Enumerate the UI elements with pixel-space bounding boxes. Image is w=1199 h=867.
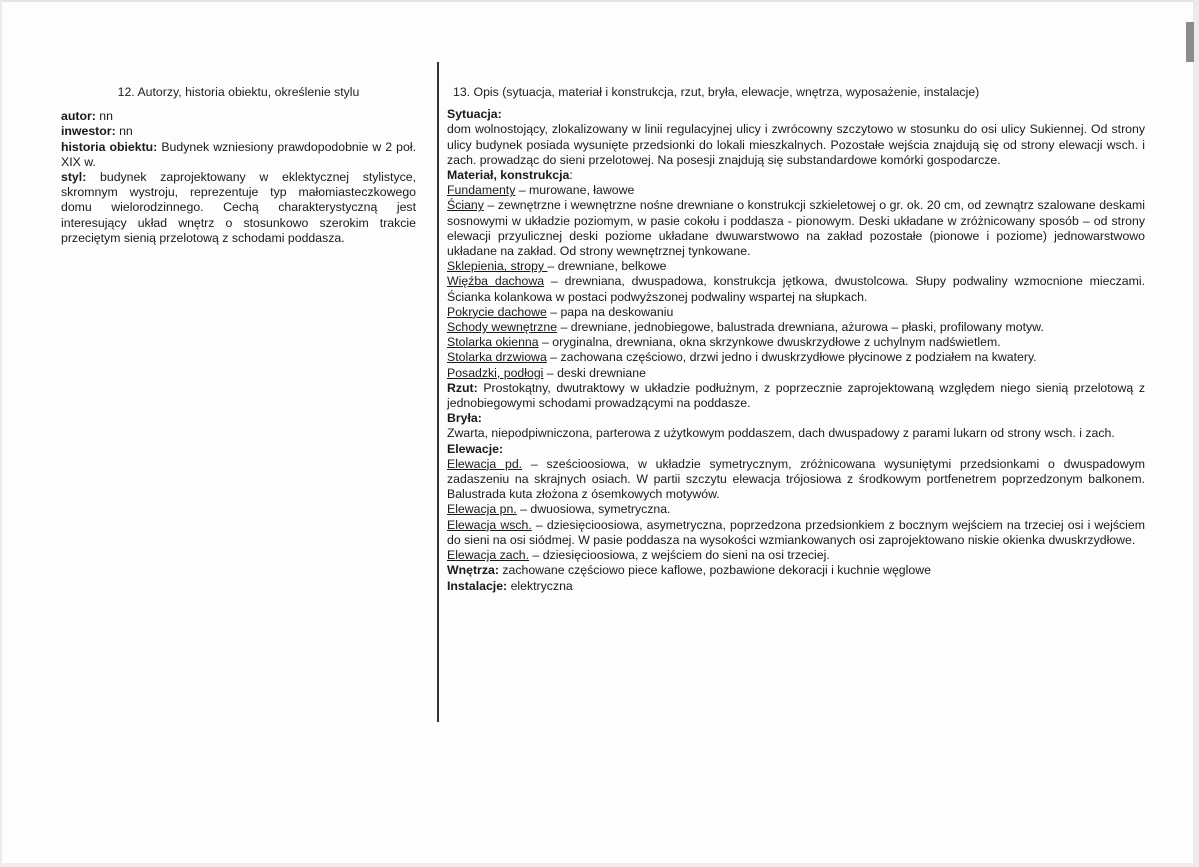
right-column bbox=[447, 85, 1145, 594]
wnetrza-text: zachowane częściowo piece kaflowe, pozbawione dekoracji i kuchnie węglowe bbox=[498, 563, 931, 578]
autor-value: nn bbox=[95, 109, 113, 124]
styl-value: budynek zaprojektowany w eklektycznej stylistyce, skromnym wystroju, reprezentuje typ małomiasteczkowego domu wielorodzinnego. Cechą charakterystyczną jest interesujący układ wnętrz o stosunkowo szerokim trakcie przeciętym sienią przelotową z schodami poddasza. bbox=[61, 170, 416, 245]
rzut-line bbox=[447, 381, 1145, 411]
material-term: Ściany bbox=[447, 198, 484, 213]
elewacja-term: Elewacja pn. bbox=[447, 502, 517, 517]
material-desc: – drewniane, jednobiegowe, balustrada drewniana, ażurowa – płaski, profilowany motyw. bbox=[557, 320, 1044, 335]
material-label: Materiał, konstrukcja bbox=[447, 168, 570, 183]
material-desc: – deski drewniane bbox=[543, 365, 646, 380]
material-item bbox=[447, 350, 1145, 365]
left-column bbox=[61, 85, 416, 246]
material-desc: – zewnętrzne i wewnętrzne nośne drewniane o konstrukcji szkieletowej o gr. ok. 20 cm, od zewnątrz szalowane deskami sosnowymi w układzie poziomym, w pasie cokołu i poddasza - pionowym. Deski układane w zróżnicowany sposób – od strony elewacji przyulicznej deski poziome układane dwuwarstwowo na zakład pozostałe (pionowe i poziome) jednowarstwowo układane na zakład. Od strony wewnętrznej tynkowane. bbox=[447, 198, 1145, 259]
elewacja-term: Elewacja pd. bbox=[447, 456, 523, 471]
material-term: Stolarka okienna bbox=[447, 335, 539, 350]
instalacje-line bbox=[447, 579, 1145, 594]
elewacja-desc: – dwuosiowa, symetryczna. bbox=[516, 502, 671, 517]
inwestor-line bbox=[61, 124, 416, 139]
instalacje-text: elektryczna bbox=[507, 578, 573, 593]
rzut-label: Rzut: bbox=[447, 380, 478, 395]
elewacja-desc: – dziesięcioosiowa, z wejściem do sieni na osi trzeciej. bbox=[529, 548, 830, 563]
scan-edge-top bbox=[0, 0, 1199, 2]
historia-value: Budynek wzniesiony prawdopodobnie w 2 poł. XIX w. bbox=[61, 139, 416, 169]
material-item bbox=[447, 335, 1145, 350]
material-term: Stolarka drzwiowa bbox=[447, 350, 547, 365]
scan-edge-left bbox=[0, 0, 2, 867]
material-colon: : bbox=[569, 168, 573, 183]
elewacja-item bbox=[447, 502, 1145, 517]
material-desc: – papa na deskowaniu bbox=[546, 304, 674, 319]
sytuacja-heading bbox=[447, 107, 1145, 122]
right-heading: 13. Opis (sytuacja, materiał i konstrukcja, rzut, bryła, elewacje, wnętrza, wyposażenie, instalacje) bbox=[453, 85, 980, 99]
inwestor-label: inwestor: bbox=[61, 124, 116, 139]
material-item bbox=[447, 183, 1145, 198]
bryla-heading bbox=[447, 411, 1145, 426]
autor-label: autor: bbox=[61, 109, 96, 124]
elewacja-term: Elewacja wsch. bbox=[447, 517, 532, 532]
inwestor-value: nn bbox=[115, 124, 133, 139]
column-divider bbox=[437, 62, 439, 722]
material-term: Fundamenty bbox=[447, 183, 516, 198]
wnetrza-line bbox=[447, 563, 1145, 578]
bryla-label: Bryła: bbox=[447, 411, 482, 426]
instalacje-label: Instalacje: bbox=[447, 578, 508, 593]
left-heading: 12. Autorzy, historia obiektu, określenie stylu bbox=[117, 85, 360, 99]
historia-line bbox=[61, 140, 416, 170]
elewacja-item bbox=[447, 548, 1145, 563]
material-heading bbox=[447, 168, 1145, 183]
elewacja-desc: – sześcioosiowa, w układzie symetrycznym, zróżnicowana wysuniętymi przedsionkami o dwuspadowym zadaszeniu na skrajnych osiach. W partii szczytu elewacja trójosiowa z środkowym portfenetrem poprzedzonym balkonem. Balustrada kuta złożona z ósemkowych motywów. bbox=[447, 456, 1145, 502]
autor-line bbox=[61, 109, 416, 124]
material-desc: – drewniane, belkowe bbox=[547, 259, 667, 274]
material-desc: – murowane, ławowe bbox=[515, 183, 635, 198]
elewacja-item bbox=[447, 518, 1145, 548]
material-term: Pokrycie dachowe bbox=[447, 304, 547, 319]
bryla-text: Zwarta, niepodpiwniczona, parterowa z użytkowym poddaszem, dach dwuspadowy z parami lukarn od strony wsch. i zach. bbox=[447, 426, 1115, 441]
rzut-text: Prostokątny, dwutraktowy w układzie podłużnym, z poprzecznie zaprojektowaną względem niego sienią przelotową z jednobiegowymi schodami prowadzącymi na poddasze. bbox=[447, 380, 1145, 411]
material-term: Posadzki, podłogi bbox=[447, 365, 544, 380]
material-item bbox=[447, 274, 1145, 304]
historia-label: historia obiektu: bbox=[61, 139, 158, 154]
sytuacja-text: dom wolnostojący, zlokalizowany w linii regulacyjnej ulicy i zwrócowny szczytowo w stosunku do osi ulicy Sukiennej. Od strony ulicy budynek posiada wysunięte przedsionki do lokali mieszkalnych. Pozostałe wejścia znajdują się od strony elewacji wsch. i zach. prowadząc do sieni przelotowej. Na posesji znajdują się substandardowe komórki gospodarcze. bbox=[447, 122, 1145, 167]
material-term: Sklepienia, stropy bbox=[447, 259, 548, 274]
material-item bbox=[447, 366, 1145, 381]
scan-edge-right bbox=[1193, 0, 1199, 867]
elewacje-label: Elewacje: bbox=[447, 441, 504, 456]
elewacja-item bbox=[447, 457, 1145, 503]
material-desc: – drewniana, dwuspadowa, konstrukcja jętkowa, dwustolcowa. Słupy podwaliny wzmocnione mieczami. Ścianka kolankowa w postaci podwyższonej podwaliny wspartej na słupkach. bbox=[447, 274, 1145, 304]
elewacja-term: Elewacja zach. bbox=[447, 548, 530, 563]
styl-line bbox=[61, 170, 416, 246]
elewacje-heading bbox=[447, 442, 1145, 457]
wnetrza-label: Wnętrza: bbox=[447, 563, 499, 578]
material-term: Schody wewnętrzne bbox=[447, 320, 558, 335]
material-desc: – oryginalna, drewniana, okna skrzynkowe dwuskrzydłowe z uchylnym nadświetlem. bbox=[538, 335, 1001, 350]
material-item bbox=[447, 198, 1145, 259]
sytuacja-label: Sytuacja: bbox=[447, 107, 502, 122]
scan-corner-mark bbox=[1186, 22, 1194, 62]
material-term: Więźba dachowa bbox=[447, 274, 545, 289]
styl-label: styl: bbox=[61, 170, 87, 185]
elewacja-desc: – dziesięcioosiowa, asymetryczna, poprzedzona przedsionkiem z bocznym wejściem na trzeciej osi i wejściem do sieni na osi siódmej. W pasie poddasza na wysokości wzmiankowanych osi zaprojektowano niskie okienka dwuskrzydłowe. bbox=[447, 517, 1145, 547]
material-desc: – zachowana częściowo, drzwi jedno i dwuskrzydłowe płycinowe z podziałem na kwatery. bbox=[546, 350, 1037, 365]
scan-edge-bottom bbox=[0, 863, 1199, 867]
material-item bbox=[447, 320, 1145, 335]
material-item bbox=[447, 305, 1145, 320]
material-item bbox=[447, 259, 1145, 274]
